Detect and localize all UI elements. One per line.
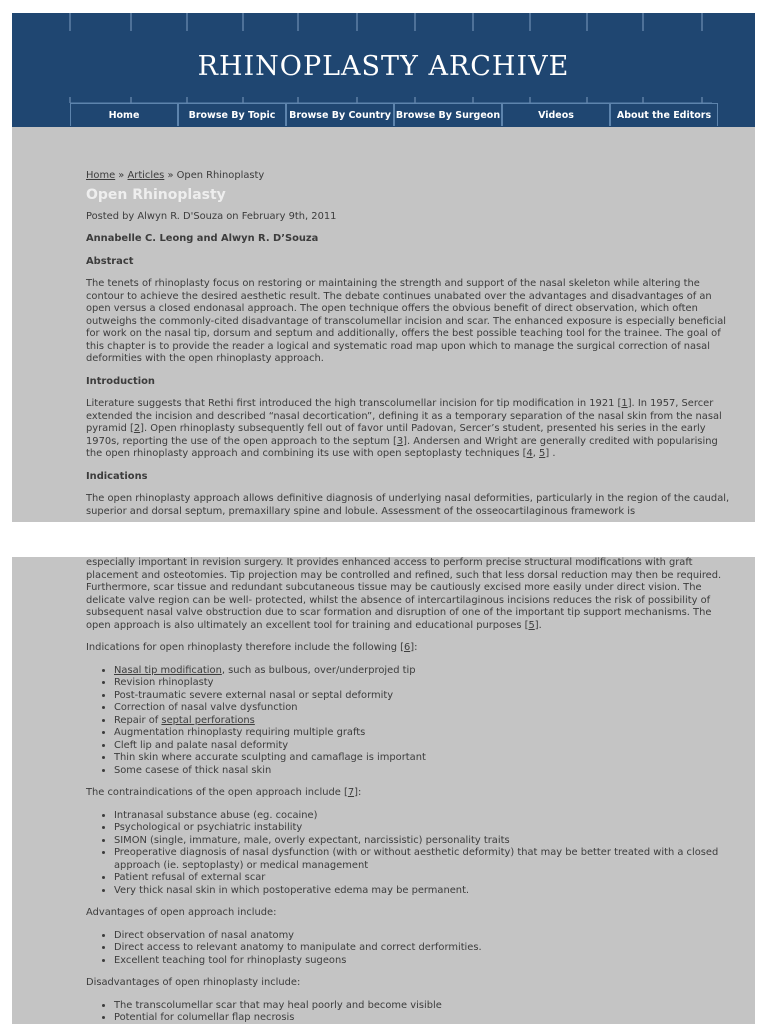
list-item: • Revision rhinoplasty [114,677,732,690]
list-item: • Augmentation rhinoplasty requiring multiple grafts [114,727,732,740]
list-item: • The transcolumellar scar that may heal poorly and become visible [114,1000,732,1013]
reference-link[interactable]: 4 [526,448,533,459]
indications-list [86,665,732,778]
article-content-page-1 [86,170,732,522]
advantages-intro: Advantages of open approach include: [86,907,277,918]
page-1 [12,13,755,522]
indications-text-part-1: The open rhinoplasty approach allows definitive diagnosis of underlying nasal deformities, particularly in the region of the caudal, superior and dorsal septum, premaxillary spine and lobule. Assessment of the osseocartilaginous framework is [86,493,730,517]
breadcrumb-separator: » [115,170,128,181]
post-meta: Posted by Alwyn R. D'Souza on February 9th, 2011 [86,210,337,222]
list-item: • Post-traumatic severe external nasal or septal deformity [114,690,732,703]
indications-list-intro: Indications for open rhinoplasty therefore include the following [6]: [86,642,418,653]
indications-text-part-2: especially important in revision surgery. It provides enhanced access to perform precise structural modifications with graft placement and osteotomies. Tip projection may be controlled and refined, such that less dorsal reduction may then be required. Furthermore, scar tissue and redundant subcutaneous tissue may be cautiously excised more easily under direct vision. The delicate valve region can be well- protected, whilst the absence of intercartilaginous incisions reduces the risk of possibility of subsequent nasal valve obstruction due to scar formation and disruption of one of the important tip support mechanisms. The open approach is also ultimately an excellent tool for training and educational purposes [5]. [86,557,722,631]
list-item: • Thin skin where accurate sculpting and camaflage is important [114,752,732,765]
nav-videos[interactable]: Videos [502,103,610,126]
list-item: • Direct access to relevant anatomy to manipulate and correct derformities. [114,942,732,955]
breadcrumb-current: Open Rhinoplasty [176,170,265,181]
list-item: • Cleft lip and palate nasal deformity [114,740,732,753]
reference-link[interactable]: 1 [621,398,628,409]
list-item: • Direct observation of nasal anatomy [114,930,732,943]
list-item: • Correction of nasal valve dysfunction [114,702,732,715]
advantages-list [86,930,732,968]
abstract-heading: Abstract [86,255,134,267]
list-item: • Excellent teaching tool for rhinoplasty sugeons [114,955,732,968]
list-item: • Repair of septal perforations [114,715,732,728]
list-item: • Intranasal substance abuse (eg. cocaine) [114,810,732,823]
list-item: • Some casese of thick nasal skin [114,765,732,778]
nav-about-the-editors[interactable]: About the Editors [610,103,718,126]
breadcrumb-separator: » [164,170,177,181]
list-item: • Nasal tip modification, such as bulbous, over/underprojed tip [114,665,732,678]
list-item: • Very thick nasal skin in which postoperative edema may be permanent. [114,885,732,898]
breadcrumb-articles-link[interactable]: Articles [127,170,165,181]
authors: Annabelle C. Leong and Alwyn R. D’Souza [86,233,319,244]
nasal-tip-modification-link[interactable]: Nasal tip modification [114,664,222,676]
breadcrumb-home-link[interactable]: Home [86,170,116,181]
introduction-heading: Introduction [86,375,155,387]
list-item: • Patient refusal of external scar [114,872,732,885]
article-content-page-2 [86,557,732,1024]
breadcrumb [86,170,732,183]
abstract-text: The tenets of rhinoplasty focus on restoring or maintaining the strength and support of the nasal skeleton while altering the contour to achieve the desired aesthetic result. The debate continues unabated over the advantages and disadvantages of an open versus a closed endonasal approach. The open technique offers the obvious benefit of direct observation, which often outweighs the commonly-cited disadvantage of transcolumellar incision and scar. The enhanced exposure is especially beneficial for work on the nasal tip, dorsum and septum and additionally, offers the best possible teaching tool for the trainee. The goal of this chapter is to provide the reader a logical and systematic road map upon which to manage the surgical correction of nasal deformities with the open rhinoplasty approach. [86,278,726,364]
disadvantages-list [86,1000,732,1024]
list-item: • Preoperative diagnosis of nasal dysfunction (with or without aesthetic deformity) that may be better treated with a closed approach (ie. septoplasty) or medical management [114,847,732,872]
nav-home[interactable]: Home [70,103,178,126]
list-item: • Psychological or psychiatric instability [114,822,732,835]
reference-link[interactable]: 5 [539,448,546,459]
nav-browse-by-topic[interactable]: Browse By Topic [178,103,286,126]
list-item: • Potential for columellar flap necrosis [114,1012,732,1024]
page-title: Open Rhinoplasty [86,186,226,203]
reference-link[interactable]: 2 [133,423,141,434]
contraindications-intro: The contraindications of the open approach include [7]: [86,787,362,798]
page-2 [12,557,755,1024]
nav-browse-by-surgeon[interactable]: Browse By Surgeon [394,103,502,126]
reference-link[interactable]: 7 [347,787,355,798]
site-title[interactable]: RHINOPLASTY ARCHIVE [197,51,570,82]
disadvantages-intro: Disadvantages of open rhinoplasty include: [86,977,301,988]
indications-heading: Indications [86,470,148,482]
introduction-text: Literature suggests that Rethi first introduced the high transcolumellar incision for tip modification in 1921 [1]. In 1957, Sercer extended the incision and described “nasal decortication”, defining it as a temporary separation of the nasal skin from the nasal pyramid [2]. Open rhinoplasty subsequently fell out of favor until Padovan, Sercer’s student, presented his series in the early 1970s, reporting the use of the open approach to the septum [3]. Andersen and Wright are generally credited with popularising the open rhinoplasty approach and combining its use with open septoplasty techniques [4, 5] . [86,398,722,459]
reference-link[interactable]: 5 [528,619,535,631]
nav-browse-by-country[interactable]: Browse By Country [286,103,394,126]
main-nav [70,103,718,127]
reference-link[interactable]: 6 [403,642,411,653]
contraindications-list [86,810,732,898]
septal-perforations-link[interactable]: septal perforations [161,714,255,726]
list-item: • SIMON (single, immature, male, overly expectant, narcissistic) personality traits [114,835,732,848]
site-header [12,13,755,127]
reference-link[interactable]: 3 [396,435,404,447]
